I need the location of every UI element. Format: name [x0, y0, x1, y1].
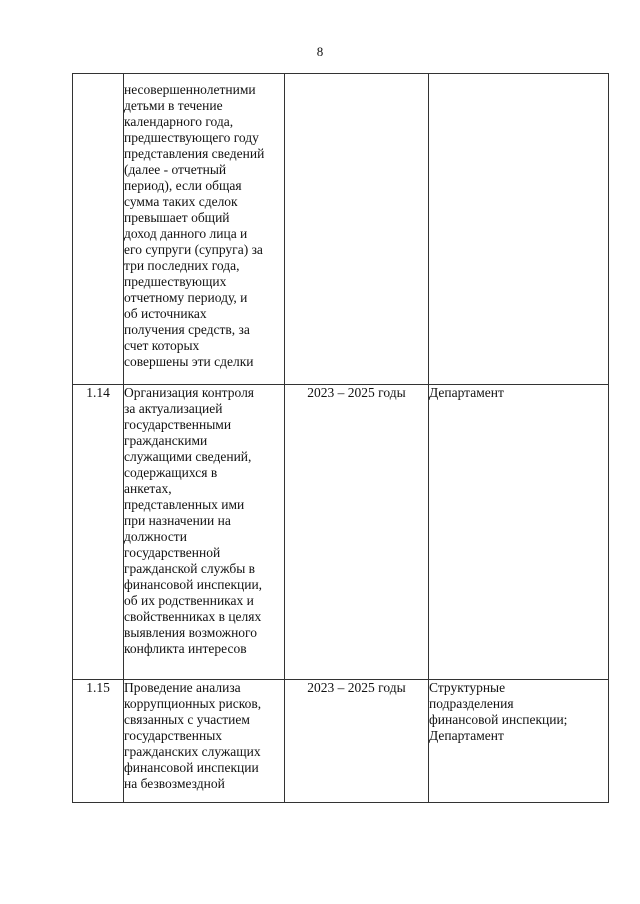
cell-text-line: получения средств, за: [124, 322, 250, 337]
cell-text-line: об их родственниках и: [124, 593, 254, 608]
cell-text-line: гражданскими: [124, 433, 208, 448]
cell-text-line: связанных с участием: [124, 712, 250, 727]
executor-cell: [429, 385, 609, 680]
cell-text-line: Проведение анализа: [124, 680, 241, 695]
table-row: [73, 680, 609, 803]
term-cell: 2023 – 2025 годы: [285, 385, 429, 680]
cell-text-line: финансовой инспекции: [124, 760, 259, 775]
cell-text-line: анкетах,: [124, 481, 172, 496]
cell-text-line: представленных ими: [124, 497, 245, 512]
cell-text-line: выявления возможного: [124, 625, 257, 640]
event-cell: [124, 74, 285, 385]
cell-text-line: период), если общая: [124, 178, 242, 193]
cell-text-line: превышает общий: [124, 210, 230, 225]
cell-text-line: три последних года,: [124, 258, 240, 273]
cell-text-line: служащими сведений,: [124, 449, 252, 464]
cell-text-line: детьми в течение: [124, 98, 223, 113]
row-number-cell: 1.15: [73, 680, 124, 803]
page-number: 8: [316, 44, 324, 59]
measures-table: [72, 73, 609, 803]
cell-text-line: финансовой инспекции;: [429, 712, 568, 727]
cell-text-line: совершены эти сделки: [124, 354, 254, 369]
cell-text-line: отчетному периоду, и: [124, 290, 248, 305]
cell-text-line: при назначении на: [124, 513, 231, 528]
cell-text-line: предшествующего году: [124, 130, 259, 145]
cell-text-line: на безвозмездной: [124, 776, 225, 791]
cell-text-line: за актуализацией: [124, 401, 223, 416]
row-number-cell: [73, 74, 124, 385]
cell-text-line: предшествующих: [124, 274, 227, 289]
cell-text-line: счет которых: [124, 338, 200, 353]
cell-text-line: гражданских служащих: [124, 744, 261, 759]
term-cell: 2023 – 2025 годы: [285, 680, 429, 803]
cell-text-line: Организация контроля: [124, 385, 255, 400]
cell-text-line: государственной: [124, 545, 221, 560]
cell-text-line: сумма таких сделок: [124, 194, 238, 209]
row-number-cell: 1.14: [73, 385, 124, 680]
event-cell: [124, 385, 285, 680]
cell-text-line: свойственниках в целях: [124, 609, 262, 624]
cell-text-line: подразделения: [429, 696, 514, 711]
table-row: [73, 74, 609, 385]
cell-text-line: Департамент: [429, 728, 504, 743]
cell-text-line: гражданской службы в: [124, 561, 256, 576]
cell-text-line: несовершеннолетними: [124, 82, 256, 97]
cell-text-line: об источниках: [124, 306, 207, 321]
cell-text-line: его супруги (супруга) за: [124, 242, 263, 257]
cell-text-line: календарного года,: [124, 114, 234, 129]
cell-text-line: коррупционных рисков,: [124, 696, 262, 711]
cell-text-line: Структурные: [429, 680, 506, 695]
cell-text-line: Департамент: [429, 385, 504, 400]
cell-text-line: конфликта интересов: [124, 641, 247, 656]
cell-text-line: должности: [124, 529, 187, 544]
cell-text-line: (далее - отчетный: [124, 162, 227, 177]
cell-text-line: представления сведений: [124, 146, 265, 161]
cell-text-line: государственными: [124, 417, 232, 432]
cell-text-line: содержащихся в: [124, 465, 218, 480]
executor-cell: [429, 74, 609, 385]
term-cell: [285, 74, 429, 385]
event-cell: [124, 680, 285, 803]
executor-cell: [429, 680, 609, 803]
cell-text-line: государственных: [124, 728, 223, 743]
cell-text-line: доход данного лица и: [124, 226, 248, 241]
cell-text-line: финансовой инспекции,: [124, 577, 263, 592]
table-row: [73, 385, 609, 680]
